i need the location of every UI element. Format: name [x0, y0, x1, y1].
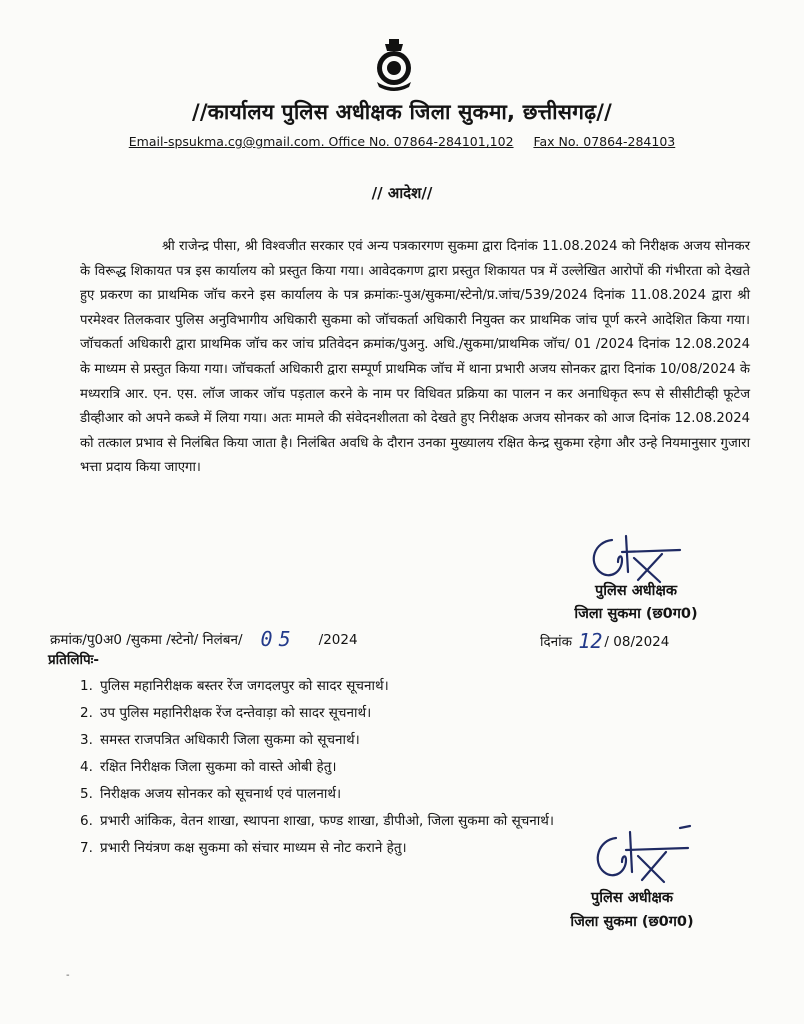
list-item: 1. पुलिस महानिरीक्षक बस्तर रेंज जगदलपुर को सादर सूचनार्थ।	[80, 678, 389, 694]
signatory-designation: पुलिस अधीक्षक	[595, 583, 677, 599]
list-item: 3. समस्त राजपत्रित अधिकारी जिला सुकमा को सूचनार्थ।	[80, 732, 360, 748]
signatory-block-upper	[556, 580, 716, 626]
list-item: 7. प्रभारी नियंत्रण कक्ष सुकमा को संचार माध्यम से नोट कराने हेतु।	[80, 840, 407, 856]
reference-prefix: क्रमांक/पु0अ0 /सुकमा /स्टेनो/ निलंबन/	[50, 632, 243, 648]
reference-year: /2024	[318, 632, 358, 648]
office-title: //कार्यालय पुलिस अधीक्षक जिला सुकमा, छत्तीसगढ़//	[192, 100, 612, 124]
signature-lower	[588, 822, 698, 886]
order-heading: // आदेश//	[371, 184, 433, 202]
contact-line	[0, 134, 804, 149]
signatory-designation: पुलिस अधीक्षक	[591, 890, 673, 906]
list-item: 4. रक्षित निरीक्षक जिला सुकमा को वास्ते ओबी हेतु।	[80, 759, 337, 775]
list-item: 6. प्रभारी आंकिक, वेतन शाखा, स्थापना शाखा, फण्ड शाखा, डीपीओ, जिला सुकमा को सूचनार्थ।	[80, 813, 555, 829]
police-emblem-icon	[371, 38, 417, 94]
copies-heading: प्रतिलिपिः-	[48, 652, 100, 668]
date-label: दिनांक	[540, 634, 573, 650]
date-rest: / 08/2024	[604, 634, 670, 650]
date-day: 12	[578, 629, 603, 653]
signatory-office: जिला सुकमा (छ0ग0)	[570, 914, 694, 930]
order-body-text: श्री राजेन्द्र पीसा, श्री विश्वजीत सरकार एवं अन्य पत्रकारगण सुकमा द्वारा दिनांक 11.08.2024 को निरीक्षक अजय सोनकर के विरूद्ध शिकायत पत्र इस कार्यालय को प्रस्तुत किया गया। आवेदकगण द्वारा प्रस्तुत शिकायत पत्र में उल्लेखित आरोपों की गंभीरता को देखते हुए प्रकरण का प्राथमिक जॉच करने इस कार्यालय के पत्र क्रमांकः-पुअ/सुकमा/स्टेनो/प्र.जांच/539/2024 दिनांक 11.08.2024 द्वारा श्री परमेश्वर तिलकवार पुलिस अनुविभागीय अधिकारी सुकमा को जॉचकर्ता अधिकारी नियुक्त कर प्राथमिक जांच पूर्ण करने आदेशित किया गया। जॉचकर्ता अधिकारी द्वारा प्राथमिक जॉच कर जांच प्रतिवेदन क्रमांक/पुअनु. अधि./सुकमा/प्राथमिक जॉच/ 01 /2024 दिनांक 12.08.2024 के माध्यम से प्रस्तुत किया गया। जॉचकर्ता अधिकारी द्वारा सम्पूर्ण प्राथमिक जॉच में थाना प्रभारी अजय सोनकर द्वारा दिनांक 10/08/2024 के मध्यरात्रि आर. एन. एस. लॉज जाकर जॉच पड़ताल करने के नाम पर विधिवत प्रक्रिया का पालन न कर अनाधिकृत रूप से सीसीटीव्ही फूटेज डीव्हीआर को अपने कब्जे में लिया गया। अतः मामले की संवेदनशीलता को देखते हुए निरीक्षक अजय सोनकर को आज दिनांक 12.08.2024 को तत्काल प्रभाव से निलंबित किया जाता है। निलंबित अवधि के दौरान उनका मुख्यालय रक्षित केन्द्र सुकमा रहेगा और उन्हे नियमानुसार गुजारा भत्ता प्रदाय किया जाएगा।	[80, 239, 750, 476]
order-body	[80, 235, 750, 481]
signatory-office: जिला सुकमा (छ0ग0)	[574, 606, 698, 622]
reference-line	[50, 625, 358, 649]
signature-upper	[582, 528, 692, 586]
contact-fax: Fax No. 07864-284103	[533, 134, 676, 149]
reference-number: 05	[260, 627, 297, 651]
date-line	[540, 627, 669, 651]
signatory-block-lower	[552, 887, 712, 935]
footer-dash: -	[66, 970, 70, 981]
contact-email-phone: Email-spsukma.cg@gmail.com. Office No. 07864-284101,102	[128, 134, 514, 149]
list-item: 5. निरीक्षक अजय सोनकर को सूचनार्थ एवं पालनार्थ।	[80, 786, 342, 802]
list-item: 2. उप पुलिस महानिरीक्षक रेंज दन्तेवाड़ा को सादर सूचनार्थ।	[80, 705, 372, 721]
